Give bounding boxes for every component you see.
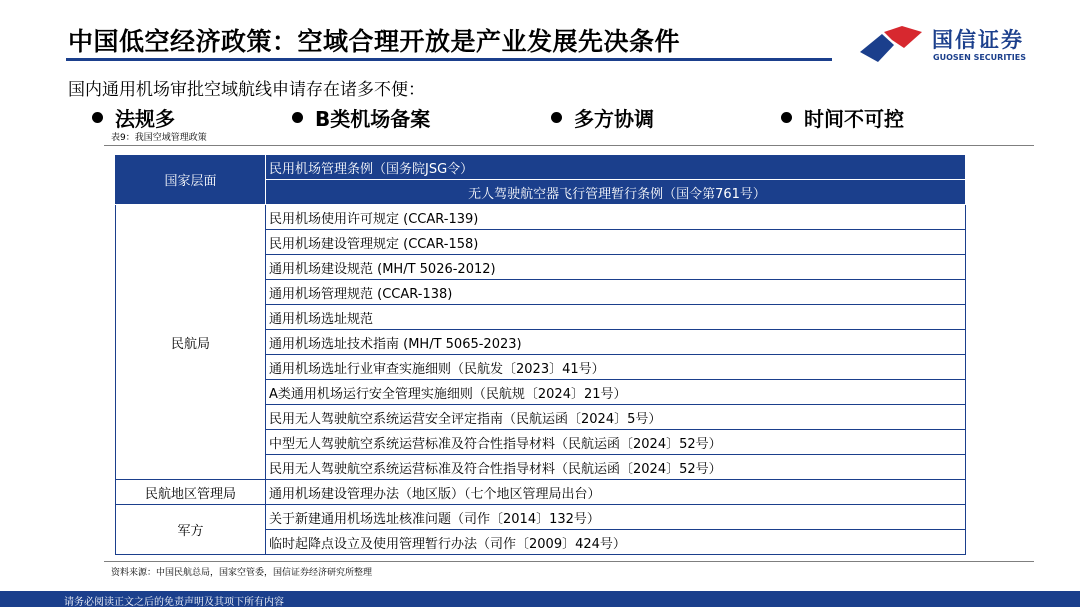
policy-cell: 通用机场选址规范 — [266, 305, 966, 330]
bullet-label: 时间不可控 — [804, 107, 904, 131]
policy-cell: 无人驾驶航空器飞行管理暂行条例（国令第761号） — [266, 180, 966, 205]
bullet-item — [781, 103, 904, 132]
caption-divider — [104, 145, 1034, 146]
title-underline — [66, 58, 832, 61]
policy-cell: 民用机场建设管理规定 (CCAR-158) — [266, 230, 966, 255]
table-row — [116, 480, 966, 505]
logo-text-cn: 国信证券 — [932, 28, 1024, 52]
policy-cell: 民用无人驾驶航空系统运营标准及符合性指导材料（民航运函〔2024〕52号） — [266, 455, 966, 480]
logo-text-en: GUOSEN SECURITIES — [933, 53, 1026, 62]
table-row — [116, 155, 966, 180]
guosen-logo — [858, 22, 1038, 66]
policy-cell: 中型无人驾驶航空系统运营标准及符合性指导材料（民航运函〔2024〕52号） — [266, 430, 966, 455]
policy-cell: 通用机场选址行业审查实施细则（民航发〔2023〕41号） — [266, 355, 966, 380]
bullet-dot-icon — [781, 112, 792, 123]
table-row — [116, 205, 966, 230]
policy-cell: 通用机场建设规范 (MH/T 5026-2012) — [266, 255, 966, 280]
footer-bar — [0, 591, 1080, 607]
policy-cell: 通用机场选址技术指南 (MH/T 5065-2023) — [266, 330, 966, 355]
source-divider — [104, 561, 1034, 562]
category-cell-caac: 民航局 — [116, 205, 266, 480]
bullet-item — [292, 103, 430, 132]
policy-cell: 民用机场使用许可规定 (CCAR-139) — [266, 205, 966, 230]
source-note: 资料来源：中国民航总局，国家空管委，国信证券经济研究所整理 — [111, 568, 373, 578]
category-cell-regional: 民航地区管理局 — [116, 480, 266, 505]
intro-text: 国内通用机场审批空域航线申请存在诸多不便： — [68, 80, 425, 100]
policy-cell: 通用机场管理规范 (CCAR-138) — [266, 280, 966, 305]
policy-cell: 民用机场管理条例（国务院JSG令） — [266, 155, 966, 180]
footer-disclaimer: 请务必阅读正文之后的免责声明及其项下所有内容 — [64, 597, 284, 608]
policy-table — [115, 154, 966, 555]
policy-cell: 通用机场建设管理办法（地区版）（七个地区管理局出台） — [266, 480, 966, 505]
policy-cell: 临时起降点设立及使用管理暂行办法（司作〔2009〕424号） — [266, 530, 966, 555]
table-caption: 表9：我国空域管理政策 — [111, 133, 207, 143]
policy-cell: A类通用机场运行安全管理实施细则（民航规〔2024〕21号） — [266, 380, 966, 405]
guosen-logo-mark-icon — [858, 26, 924, 66]
category-cell-military: 军方 — [116, 505, 266, 555]
bullet-dot-icon — [551, 112, 562, 123]
policy-cell: 关于新建通用机场选址核准问题（司作〔2014〕132号） — [266, 505, 966, 530]
bullet-dot-icon — [292, 112, 303, 123]
bullet-label: 多方协调 — [574, 107, 654, 131]
page-title: 中国低空经济政策：空域合理开放是产业发展先决条件 — [68, 27, 681, 56]
category-cell-national: 国家层面 — [116, 155, 266, 205]
bullet-dot-icon — [92, 112, 103, 123]
policy-cell: 民用无人驾驶航空系统运营安全评定指南（民航运函〔2024〕5号） — [266, 405, 966, 430]
table-row — [116, 505, 966, 530]
bullet-label: 法规多 — [115, 107, 175, 131]
bullet-item — [92, 103, 175, 132]
bullet-item — [551, 103, 654, 132]
bullet-label: B类机场备案 — [315, 107, 431, 131]
